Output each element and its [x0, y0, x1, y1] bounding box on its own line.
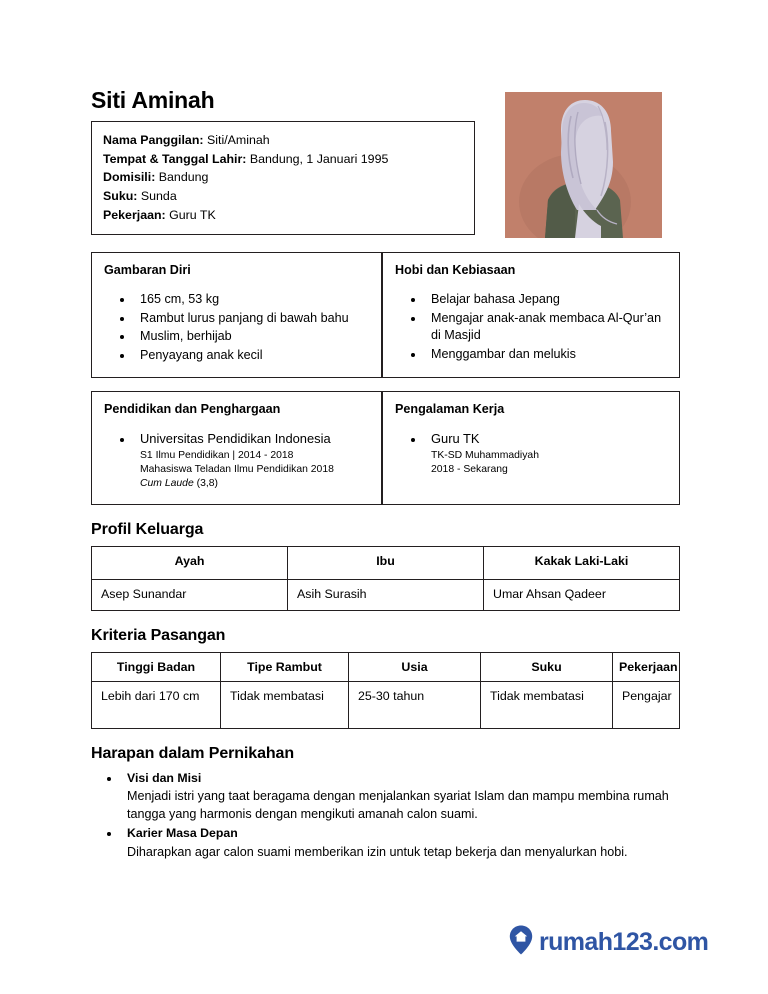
expectation-body: Diharapkan agar calon suami memberikan izin untuk tetap bekerja dan menyalurkan hobi.	[127, 844, 628, 859]
education-title: Pendidikan dan Penghargaan	[104, 402, 281, 416]
table-cell-ibu: Asih Surasih	[288, 579, 484, 610]
table-cell-tinggi-badan: Lebih dari 170 cm	[92, 681, 221, 728]
partner-criteria-table	[91, 652, 680, 729]
list-item: • 165 cm, 53 kg	[134, 291, 369, 309]
table-column-header-kakak: Kakak Laki-Laki	[484, 546, 680, 579]
identity-value: Siti/Aminah	[206, 133, 270, 148]
identity-row-domisili	[103, 168, 463, 187]
hobbies-panel	[382, 252, 680, 378]
table-cell-kakak: Umar Ahsan Qadeer	[484, 579, 680, 610]
expectation-body: Menjadi istri yang taat beragama dengan menjalankan syariat Islam dan mampu membina rumah tangga yang harmonis dengan mengikuti amanah calon suami.	[127, 789, 669, 821]
education-honor-gpa: (3,8)	[193, 477, 218, 489]
marriage-expectations-list	[91, 770, 680, 861]
identity-value: Bandung	[158, 170, 209, 185]
map-pin-house-icon	[509, 925, 533, 960]
work-place: TK-SD Muhammadiyah	[431, 449, 539, 461]
identity-label: Pekerjaan:	[103, 207, 166, 222]
avatar-illustration	[505, 92, 662, 238]
education-award: Mahasiswa Teladan Ilmu Pendidikan 2018	[140, 463, 334, 475]
list-item	[121, 770, 680, 824]
education-honor-label: Cum Laude	[140, 477, 194, 489]
identity-row-tempat-tanggal-lahir	[103, 150, 463, 169]
expectation-title: • Visi dan Misi	[127, 770, 202, 785]
list-item	[425, 430, 667, 477]
identity-row-nama-panggilan	[103, 131, 463, 150]
family-profile-heading: Profil Keluarga	[91, 520, 204, 538]
list-item: • Menggambar dan melukis	[425, 346, 667, 364]
list-item	[121, 825, 680, 861]
table-row	[92, 681, 680, 728]
page-title: Siti Aminah	[91, 87, 215, 113]
identity-value: Bandung, 1 Januari 1995	[249, 151, 389, 166]
document-content	[91, 88, 680, 863]
education-list	[104, 430, 369, 491]
education-honor	[140, 477, 369, 491]
identity-label: Nama Panggilan:	[103, 133, 204, 148]
education-degree: S1 Ilmu Pendidikan | 2014 - 2018	[140, 449, 294, 461]
expectation-title: • Karier Masa Depan	[127, 826, 238, 840]
education-institution: Universitas Pendidikan Indonesia	[140, 431, 331, 446]
partner-criteria-heading: Kriteria Pasangan	[91, 626, 226, 644]
work-experience-title: Pengalaman Kerja	[395, 402, 505, 416]
identity-box	[91, 121, 475, 235]
footer-logo	[509, 925, 708, 960]
self-description-title: Gambaran Diri	[104, 263, 191, 277]
self-description-list	[104, 291, 369, 364]
list-item: • Muslim, berhijab	[134, 328, 369, 346]
identity-row-suku	[103, 187, 463, 206]
family-profile-section	[91, 521, 680, 611]
identity-row-pekerjaan	[103, 206, 463, 225]
footer-logo-text: rumah123.com	[539, 928, 709, 956]
avatar	[505, 92, 662, 238]
hobbies-title: Hobi dan Kebiasaan	[395, 263, 516, 277]
family-profile-table	[91, 546, 680, 611]
list-item: • Belajar bahasa Jepang	[425, 291, 667, 309]
table-row	[92, 579, 680, 610]
work-period: 2018 - Sekarang	[431, 463, 508, 475]
identity-label: Tempat & Tanggal Lahir:	[103, 151, 247, 166]
list-item: • Rambut lurus panjang di bawah bahu	[134, 310, 369, 328]
table-cell-usia: 25-30 tahun	[349, 681, 481, 728]
hobbies-list	[395, 291, 667, 363]
identity-label: Domisili:	[103, 170, 156, 185]
list-item: • Penyayang anak kecil	[134, 347, 369, 365]
table-column-header-usia: Usia	[349, 652, 481, 681]
identity-value: Guru TK	[169, 207, 216, 222]
table-cell-ayah: Asep Sunandar	[92, 579, 288, 610]
table-cell-pekerjaan: Pengajar	[613, 681, 680, 728]
panels-row-education-work	[91, 391, 680, 505]
identity-label: Suku:	[103, 189, 138, 204]
table-header-row	[92, 652, 680, 681]
identity-value: Sunda	[140, 189, 177, 204]
table-column-header-tinggi-badan: Tinggi Badan	[92, 652, 221, 681]
table-column-header-suku: Suku	[481, 652, 613, 681]
education-panel	[91, 391, 382, 505]
table-column-header-ayah: Ayah	[92, 546, 288, 579]
work-experience-list	[395, 430, 667, 477]
work-position: Guru TK	[431, 431, 480, 446]
partner-criteria-section	[91, 627, 680, 729]
header-section	[91, 88, 680, 238]
table-column-header-ibu: Ibu	[288, 546, 484, 579]
table-column-header-pekerjaan: Pekerjaan	[613, 652, 680, 681]
panels-row-profile	[91, 252, 680, 378]
table-cell-tipe-rambut: Tidak membatasi	[221, 681, 349, 728]
table-header-row	[92, 546, 680, 579]
marriage-expectations-section	[91, 745, 680, 861]
marriage-expectations-heading: Harapan dalam Pernikahan	[91, 744, 295, 762]
table-column-header-tipe-rambut: Tipe Rambut	[221, 652, 349, 681]
table-cell-suku: Tidak membatasi	[481, 681, 613, 728]
work-experience-panel	[382, 391, 680, 505]
list-item	[134, 430, 369, 491]
self-description-panel	[91, 252, 382, 378]
list-item: • Mengajar anak-anak membaca Al-Qur’an di Masjid	[425, 310, 667, 345]
